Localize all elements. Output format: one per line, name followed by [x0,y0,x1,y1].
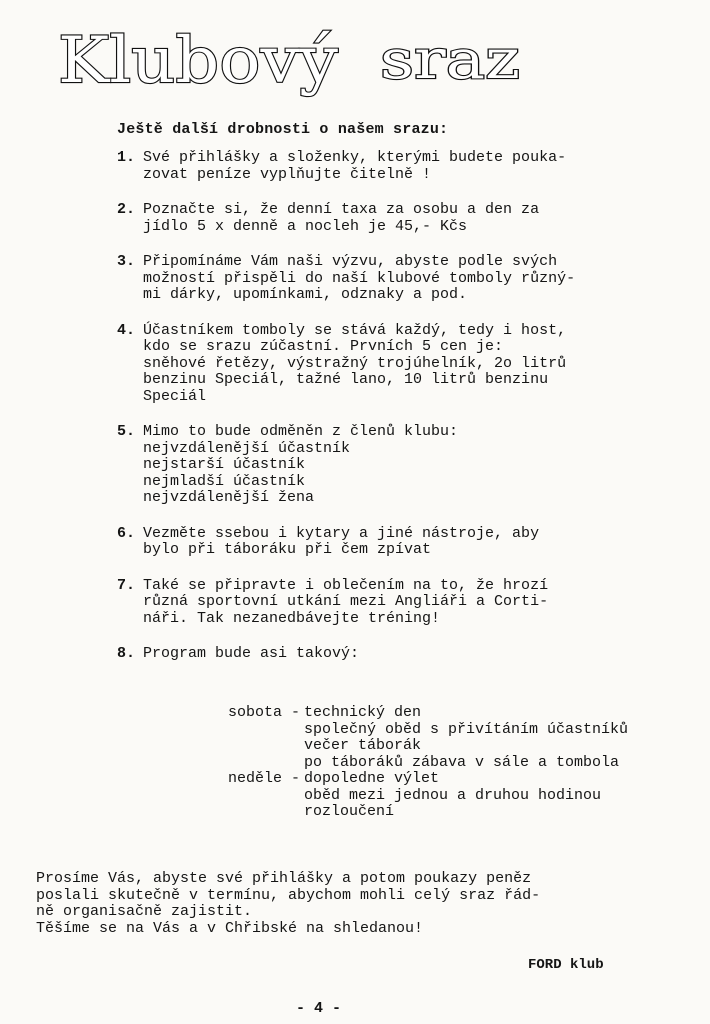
intro-text: Ještě další drobnosti o našem srazu: [117,121,449,138]
signature: FORD klub [528,957,604,973]
list-item [117,424,687,507]
item-text: Poznačte si, že denní taxa za osobu a den za jídlo 5 x denně a nocleh je 45,- Kčs [143,201,540,235]
schedule-day: sobota - [227,704,300,721]
list-item [117,150,687,183]
item-text: Vezměte ssebou i kytary a jiné nástroje, aby bylo při táboráku při čem zpívat [143,524,540,558]
title-word-sraz: sraz [380,28,520,91]
item-text: Program bude asi takový: [143,645,360,662]
list-item [117,202,687,235]
page-title [52,18,532,98]
item-number: 4. [117,321,136,339]
list-item [117,254,687,304]
item-number: 6. [117,524,136,542]
title-word-klubovy: Klubový [58,24,338,98]
schedule-row-sunday [200,771,628,821]
item-number: 3. [117,253,136,270]
item-list [117,150,687,682]
list-item [117,323,687,406]
list-item [117,526,687,559]
item-number: 1. [117,149,136,166]
item-text: Mimo to bude odměněn z členů klubu: nejvzdálenější účastník nejstarší účastník nejmladší účastník nejvzdálenější žena [143,423,459,506]
closing-paragraph: Prosíme Vás, abyste své přihlášky a potom poukazy peněz poslali skutečně v termínu, abychom mohli celý sraz řád- ně organisačně zajistit. Těšíme se na Vás a v Chřibské na shledanou! [36,870,541,937]
item-number: 5. [117,423,136,440]
schedule-activities: technický den společný oběd s přivítáním účastníků večer táborák po táboráků zábava v sále a tombola [304,704,629,771]
list-item [117,578,687,628]
item-number: 8. [117,645,136,662]
schedule-day: neděle - [227,770,300,787]
item-text: Účastníkem tomboly se stává každý, tedy i host, kdo se srazu zúčastní. Prvních 5 cen je: sněhové řetězy, výstražný trojúhelník, 2o litrů benzinu Speciál, tažné lano, 10 litrů benzinu Speciál [143,321,567,405]
item-text: Také se připravte i oblečením na to, že hrozí různá sportovní utkání mezi Angliáři a Corti- náři. Tak nezanedbávejte tréning! [143,576,549,627]
item-text: Připomínáme Vám naši výzvu, abyste podle svých možností přispěli do naší klubové tomboly různý- mi dárky, upomínkami, odznaky a pod. [143,253,576,303]
item-number: 7. [117,576,136,594]
item-text: Své přihlášky a složenky, kterými budete pouka- zovat peníze vyplňujte čitelně ! [143,149,567,183]
page-number: - 4 - [296,1000,342,1017]
list-item [117,646,687,663]
item-number: 2. [117,201,136,218]
schedule-activities: dopoledne výlet oběd mezi jednou a druhou hodinou rozloučení [304,770,602,820]
schedule-row-saturday [200,705,628,771]
program-schedule [200,705,628,821]
